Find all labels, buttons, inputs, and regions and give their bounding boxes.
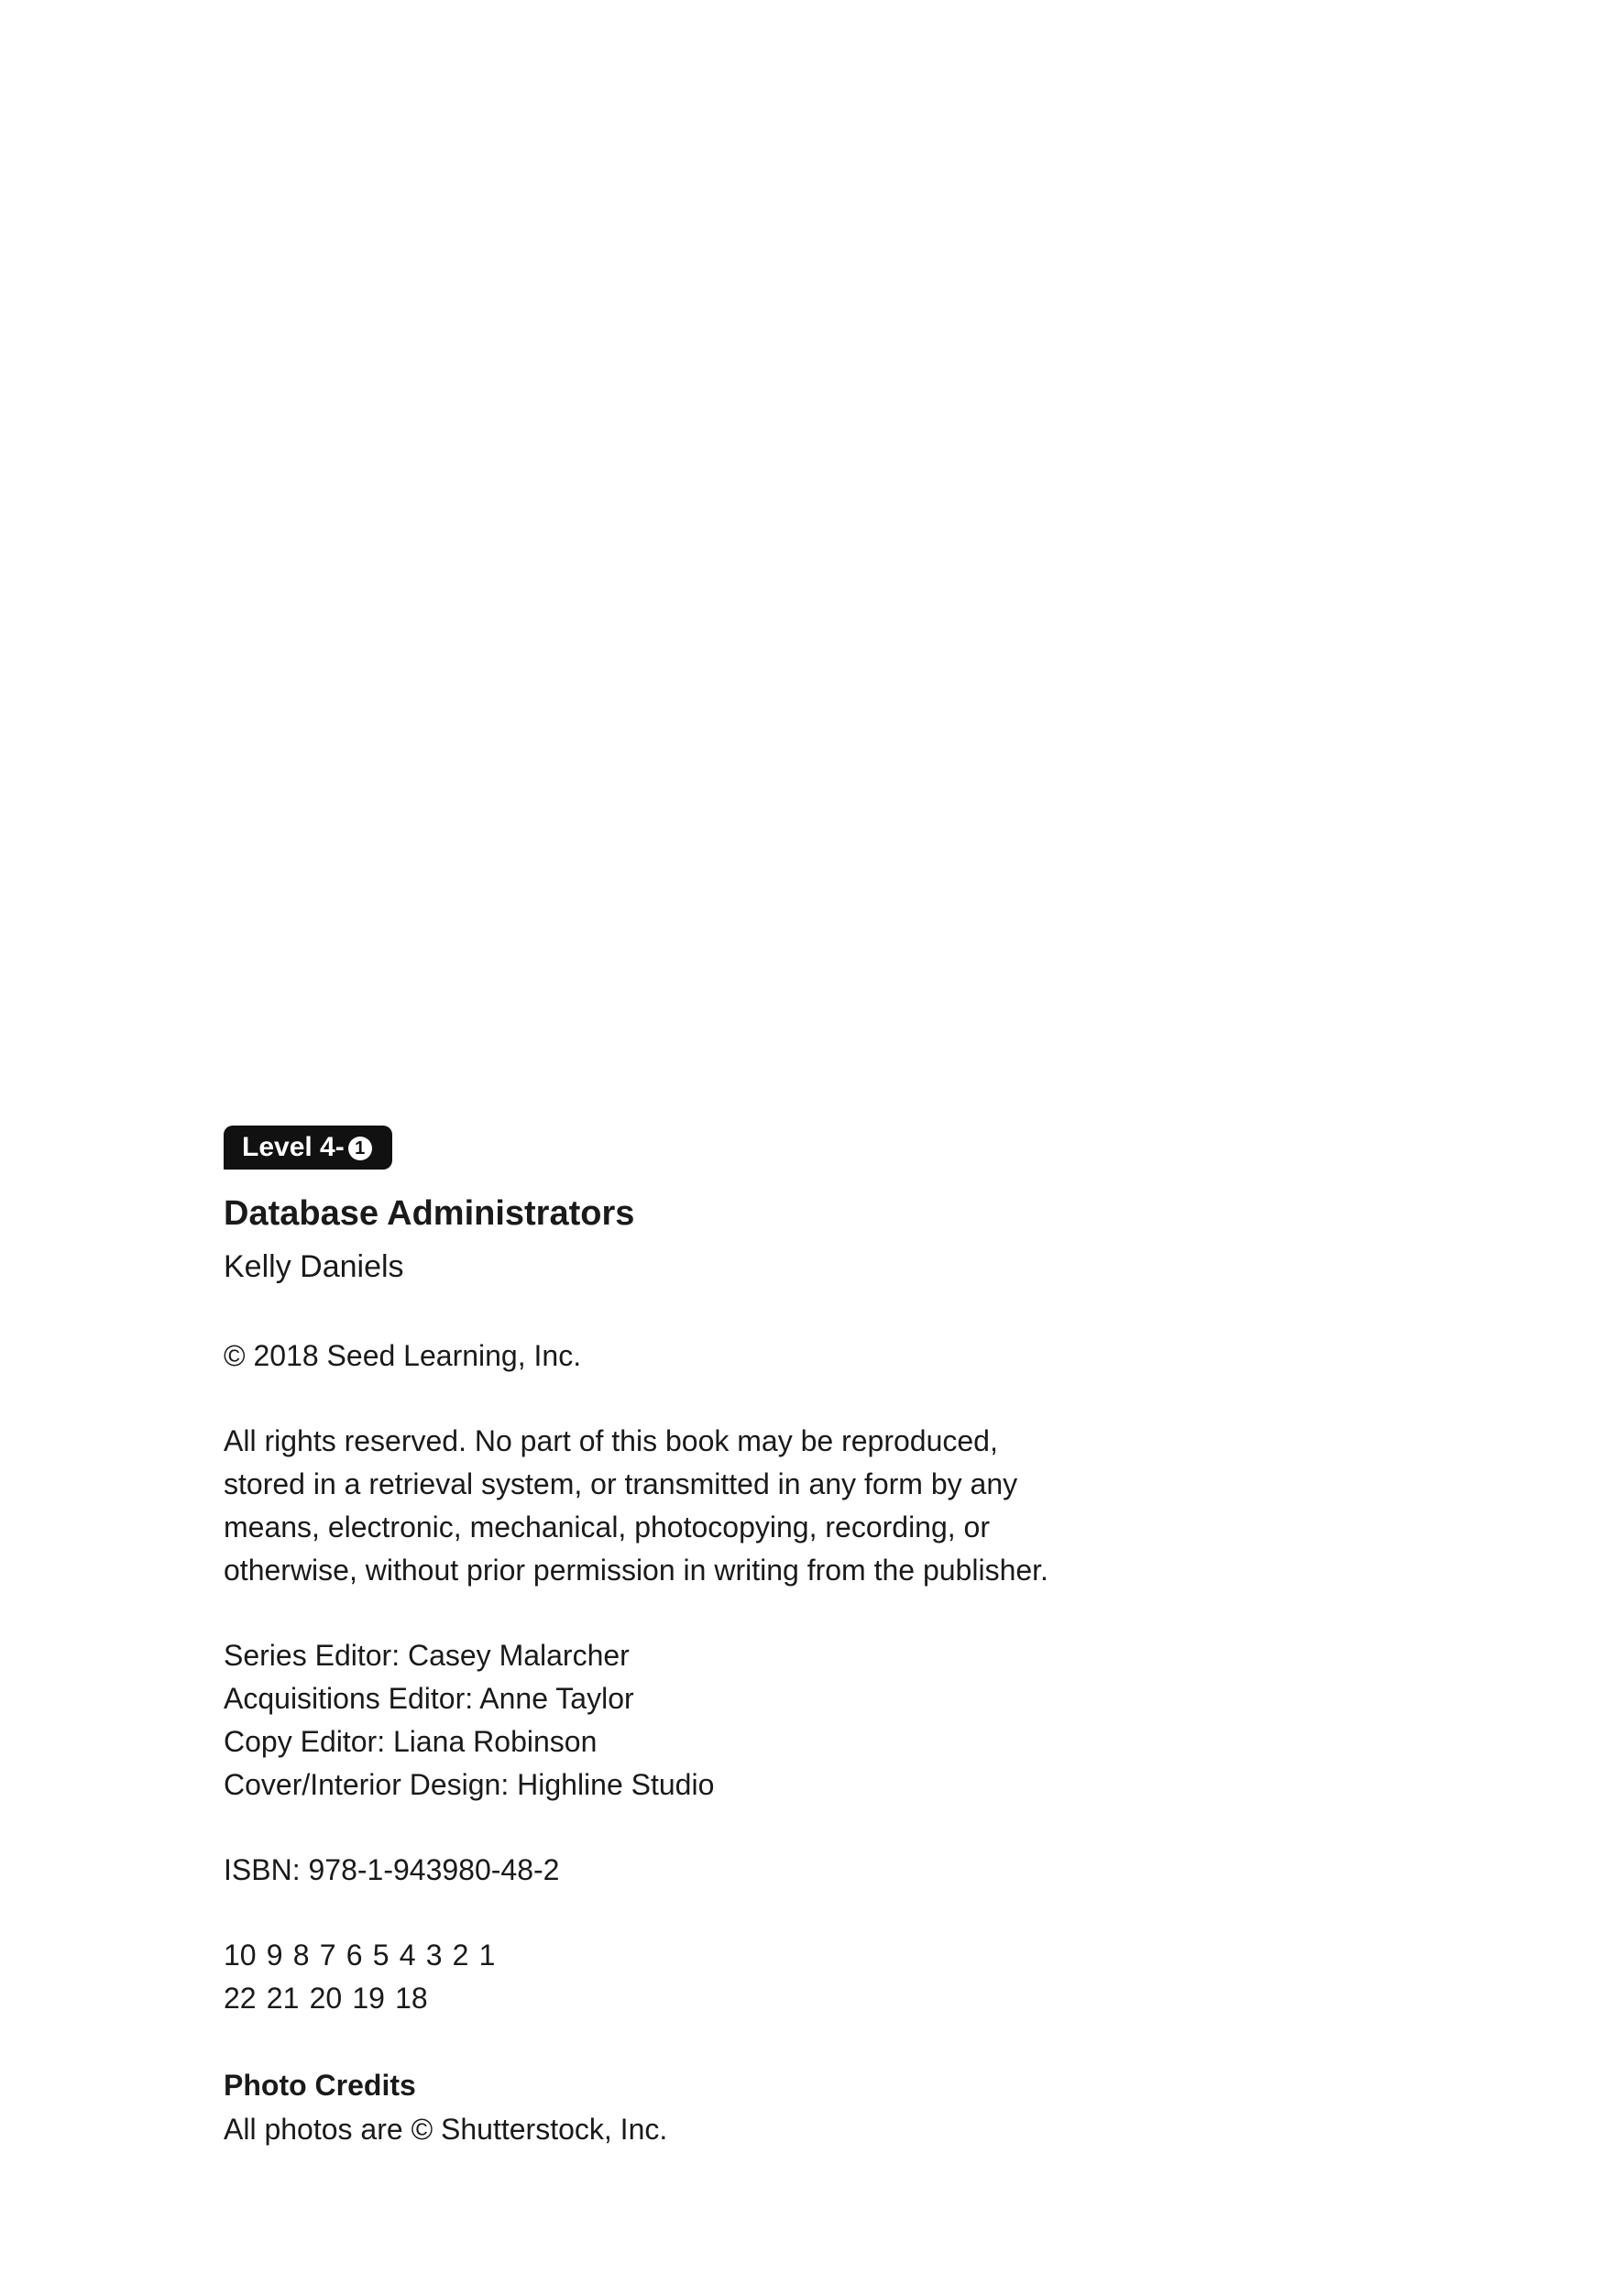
credit-line: Series Editor: Casey Malarcher <box>224 1639 630 1672</box>
year-number: 21 <box>266 1982 300 2015</box>
book-title: Database Administrators <box>224 1194 635 1233</box>
print-number: 3 <box>425 1939 443 1972</box>
print-number: 1 <box>478 1939 496 1972</box>
level-badge <box>224 1126 392 1170</box>
print-number: 9 <box>266 1939 283 1972</box>
book-author: Kelly Daniels <box>224 1249 404 1284</box>
rights-line: otherwise, without prior permission in writing from the publisher. <box>224 1554 1048 1587</box>
credit-line: Copy Editor: Liana Robinson <box>224 1725 598 1758</box>
print-number-line <box>224 1934 1323 1977</box>
printing-lines <box>224 1934 1323 2020</box>
credit-line: Cover/Interior Design: Highline Studio <box>224 1768 715 1801</box>
photo-credits-text: All photos are © Shutterstock, Inc. <box>224 2113 668 2146</box>
editorial-credits <box>224 1634 1323 1807</box>
print-number: 2 <box>452 1939 469 1972</box>
rights-line: stored in a retrieval system, or transmitted in any form by any <box>224 1467 1018 1500</box>
print-number: 4 <box>399 1939 416 1972</box>
level-badge-text: Level 4- <box>242 1132 345 1162</box>
copyright-notice: © 2018 Seed Learning, Inc. <box>224 1339 582 1372</box>
copyright-page <box>224 1126 1323 2151</box>
year-number: 22 <box>224 1982 257 2015</box>
print-number: 10 <box>224 1939 257 1972</box>
isbn: ISBN: 978-1-943980-48-2 <box>224 1853 560 1886</box>
year-number: 18 <box>395 1982 428 2015</box>
year-number-line <box>224 1977 1323 2020</box>
print-number: 7 <box>319 1939 336 1972</box>
photo-credits-heading: Photo Credits <box>224 2069 416 2102</box>
print-number: 5 <box>372 1939 390 1972</box>
level-number-circle: 1 <box>348 1137 372 1160</box>
print-number: 6 <box>346 1939 363 1972</box>
credit-line: Acquisitions Editor: Anne Taylor <box>224 1682 634 1715</box>
year-number: 19 <box>352 1982 385 2015</box>
print-number: 8 <box>292 1939 310 1972</box>
rights-statement <box>224 1420 1323 1592</box>
rights-line: All rights reserved. No part of this book may be reproduced, <box>224 1424 998 1457</box>
year-number: 20 <box>309 1982 343 2015</box>
rights-line: means, electronic, mechanical, photocopying, recording, or <box>224 1511 990 1543</box>
